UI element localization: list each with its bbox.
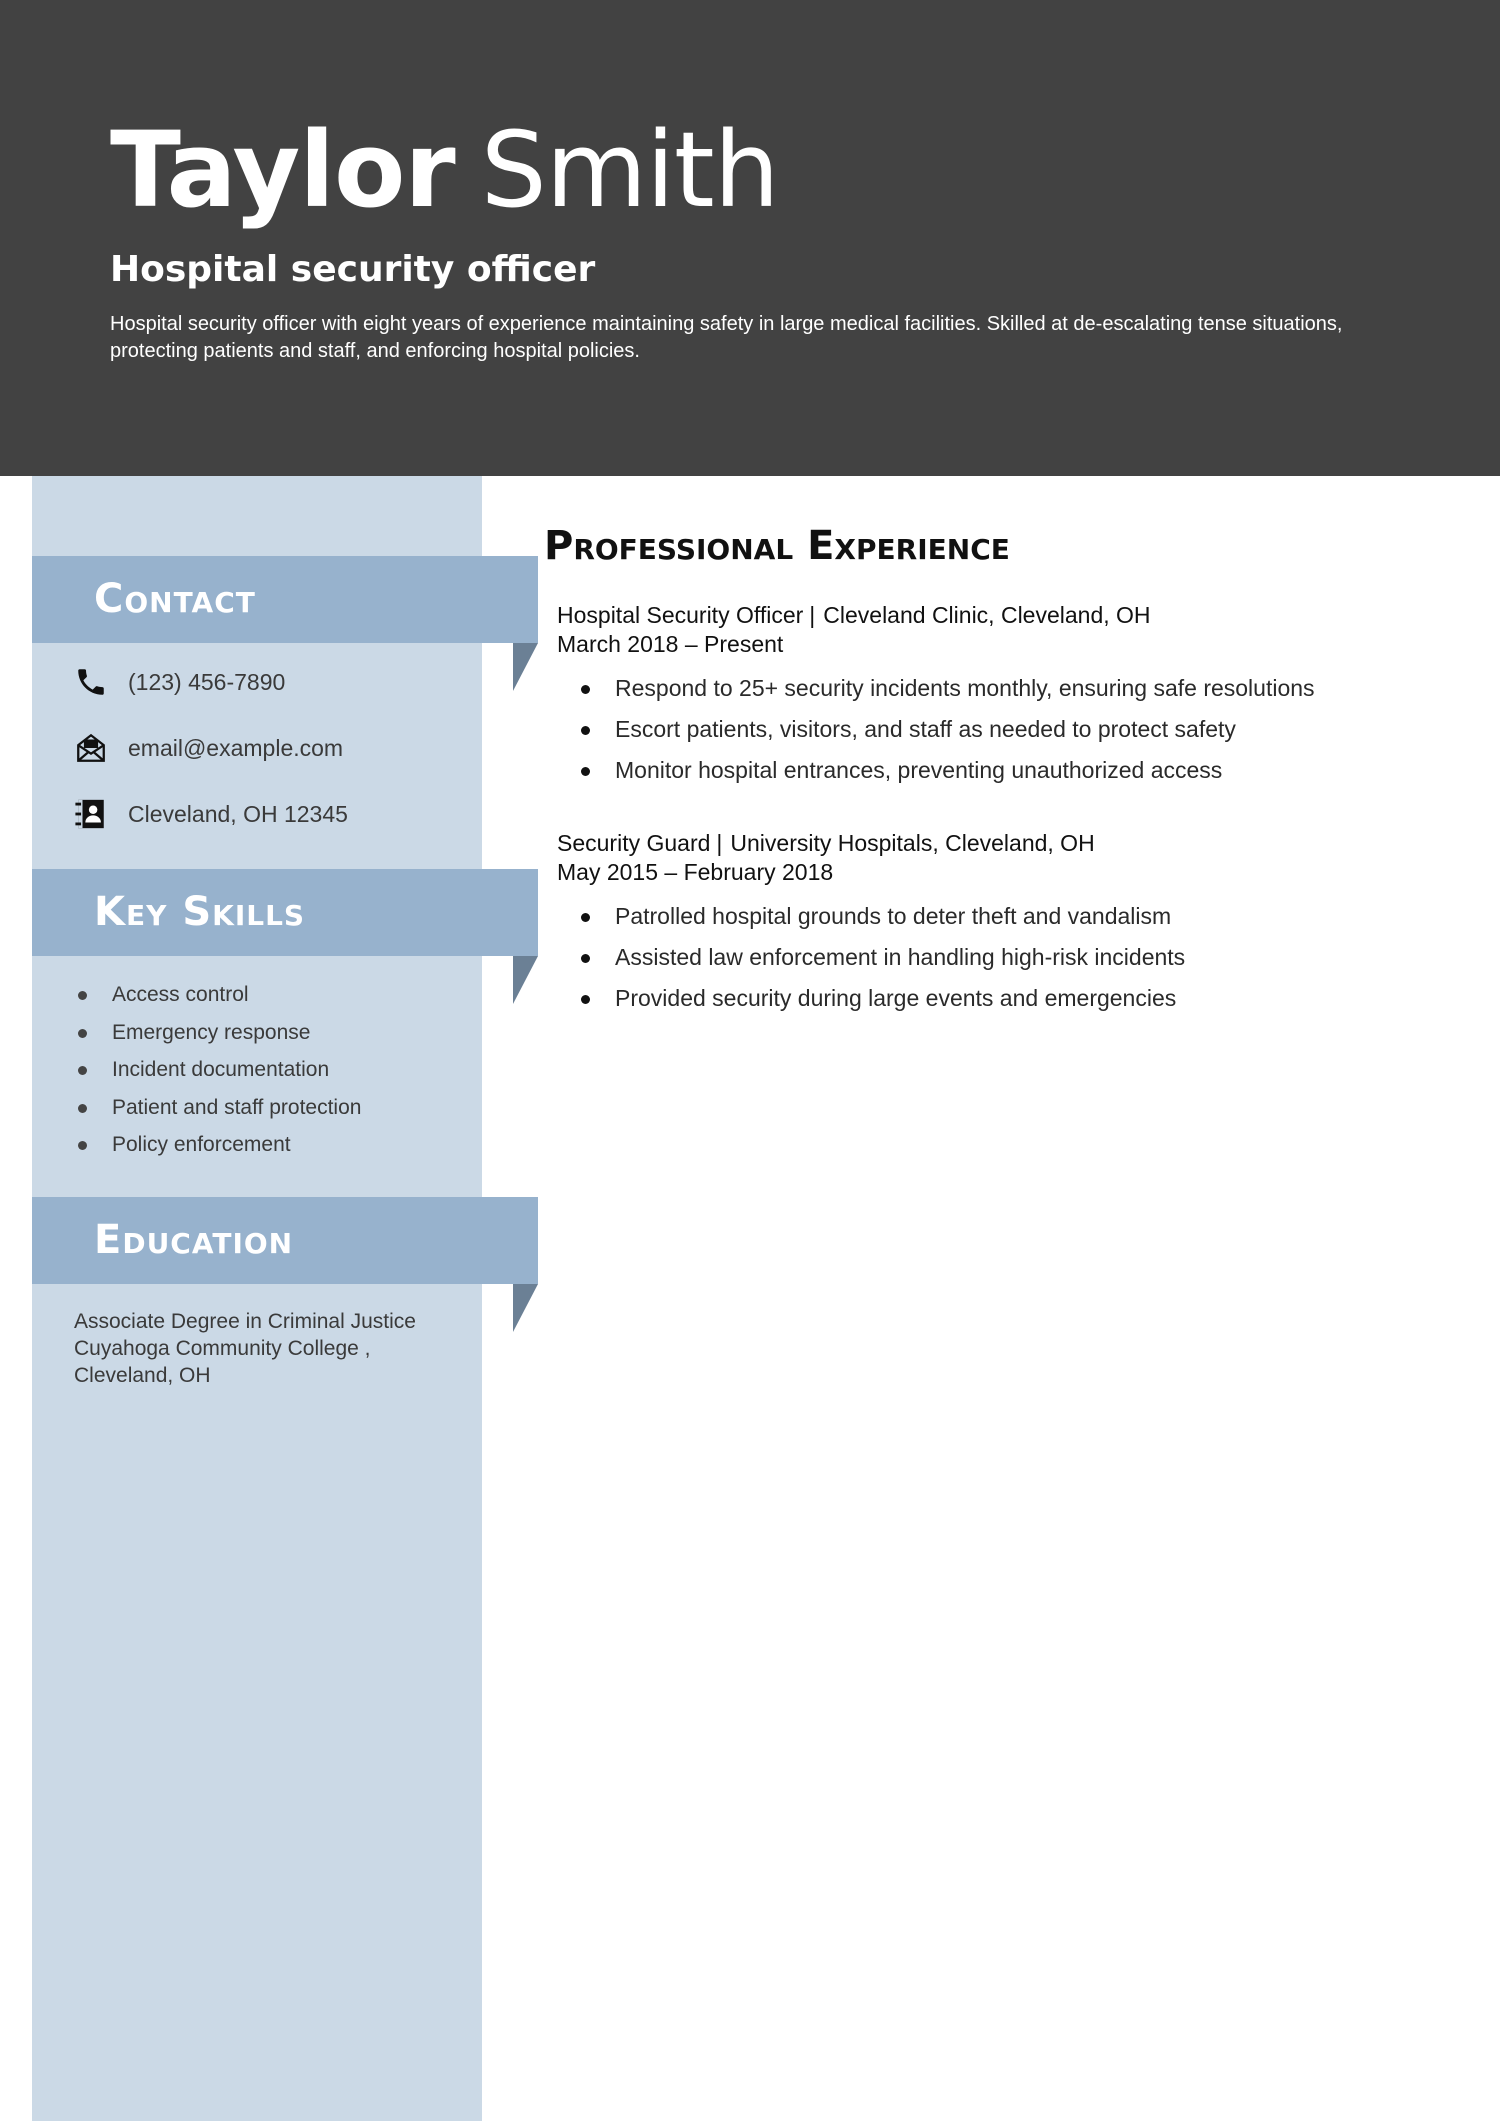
- contact-email: email@example.com: [128, 734, 344, 761]
- education-school: Cuyahoga Community College ,: [74, 1337, 371, 1360]
- job-title: Hospital security officer: [110, 249, 596, 290]
- envelope-icon: [74, 731, 108, 765]
- education-entry: [74, 1308, 464, 1389]
- first-name: Taylor: [110, 109, 455, 231]
- job-bullet: Provided security during large events and emergencies: [557, 978, 1457, 1019]
- skill-item: Incident documentation: [74, 1051, 361, 1089]
- resume-header: [0, 0, 1500, 476]
- job-entry: [557, 601, 1457, 791]
- skills-band: [32, 869, 538, 956]
- job-employer: Cleveland Clinic, Cleveland, OH: [823, 602, 1151, 628]
- contact-band: [32, 556, 538, 643]
- last-name: Smith: [480, 109, 779, 231]
- education-band: [32, 1197, 538, 1284]
- skill-item: Access control: [74, 976, 361, 1014]
- contact-phone: (123) 456-7890: [128, 668, 286, 695]
- job-bullets: [557, 896, 1457, 1019]
- contact-phone-row: [74, 662, 285, 702]
- phone-icon: [74, 665, 108, 699]
- job-bullet: Escort patients, visitors, and staff as needed to protect safety: [557, 709, 1457, 750]
- job-title: Hospital Security Officer: [557, 602, 804, 628]
- education-location: Cleveland, OH: [74, 1364, 211, 1387]
- job-employer: University Hospitals, Cleveland, OH: [730, 830, 1095, 856]
- candidate-name: [110, 108, 779, 232]
- job-dates: March 2018 – Present: [557, 631, 784, 657]
- job-bullet: Patrolled hospital grounds to deter theft and vandalism: [557, 896, 1457, 937]
- job-title: Security Guard: [557, 830, 711, 856]
- skill-item: Patient and staff protection: [74, 1089, 361, 1127]
- job-bullet: Assisted law enforcement in handling high-risk incidents: [557, 937, 1457, 978]
- contact-band-fold: [513, 643, 538, 691]
- contact-heading: Contact: [94, 576, 256, 622]
- sidebar: [32, 476, 482, 2121]
- contact-address: Cleveland, OH 12345: [128, 800, 348, 827]
- contact-address-row: [74, 794, 348, 834]
- skill-item: Emergency response: [74, 1014, 361, 1052]
- contact-email-row: [74, 728, 343, 768]
- job-bullet: Monitor hospital entrances, preventing unauthorized access: [557, 750, 1457, 791]
- job-bullet: Respond to 25+ security incidents monthly, ensuring safe resolutions: [557, 668, 1457, 709]
- job-header: [557, 601, 1457, 630]
- job-bullets: [557, 668, 1457, 791]
- skills-list: [74, 976, 361, 1164]
- education-degree: Associate Degree in Criminal Justice: [74, 1310, 416, 1333]
- skills-band-fold: [513, 956, 538, 1004]
- job-header: [557, 829, 1457, 858]
- education-heading: Education: [94, 1217, 294, 1263]
- skills-heading: Key Skills: [94, 889, 306, 935]
- job-dates: May 2015 – February 2018: [557, 859, 834, 885]
- education-band-fold: [513, 1284, 538, 1332]
- job-separator: |: [809, 602, 816, 628]
- job-separator: |: [716, 830, 723, 856]
- address-book-icon: [74, 797, 108, 831]
- summary-text: Hospital security officer with eight years of experience maintaining safety in large medical facilities. Skilled at de-escalating tense situations, protecting patients and staff, and enforcing hospital policies.: [110, 313, 1343, 362]
- job-entry: [557, 829, 1457, 1019]
- experience-heading: Professional Experience: [544, 523, 1010, 569]
- skill-item: Policy enforcement: [74, 1126, 361, 1164]
